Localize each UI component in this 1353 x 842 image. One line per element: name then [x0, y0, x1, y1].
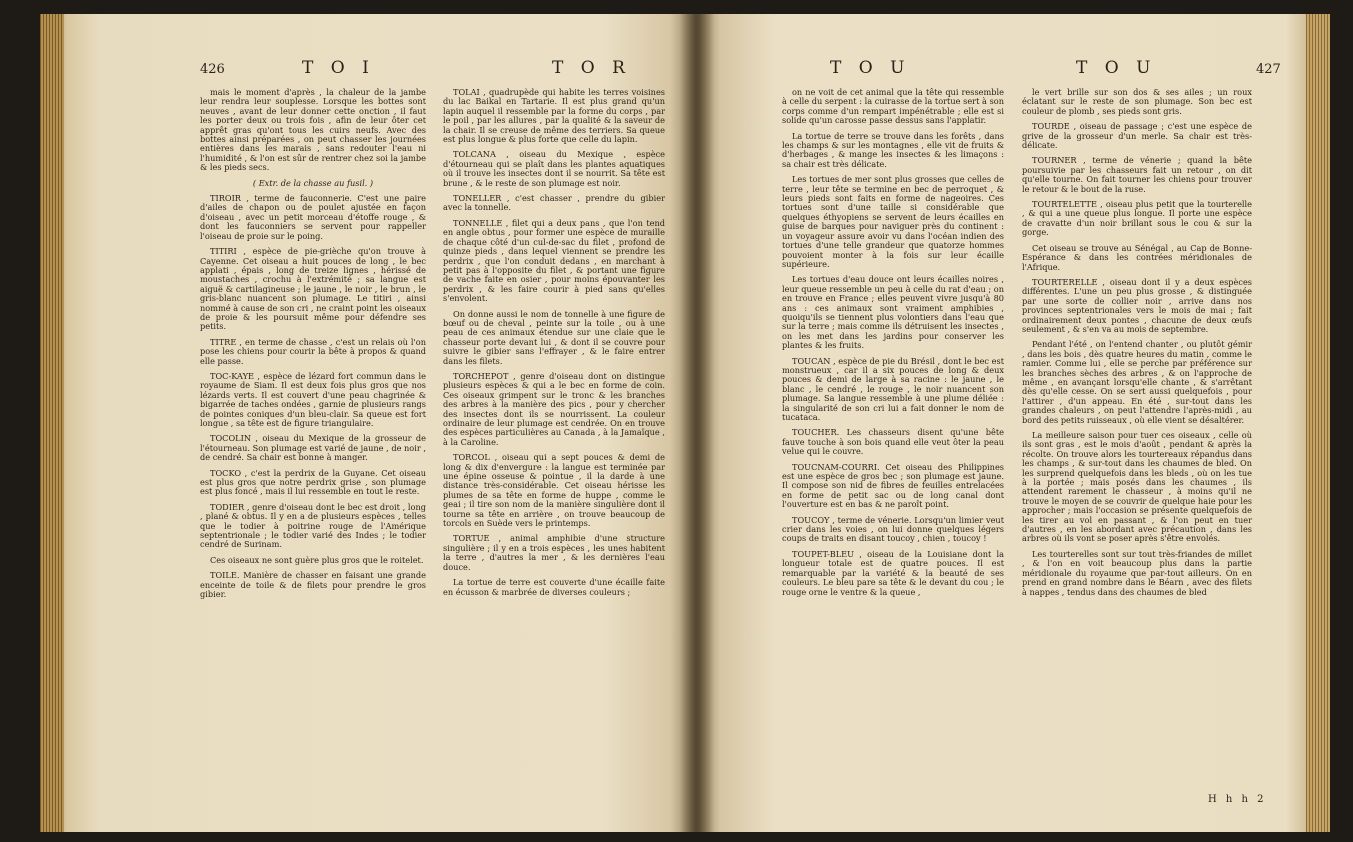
paragraph: Ces oiseaux ne sont guère plus gros que le roitelet. — [210, 554, 424, 565]
paragraph: La meilleure saison pour tuer ces oiseaux , celle où ils sont gras , est le mois d'août , pendant & après la récolte. On trouve alors les tourtereaux répandus dans les champs , & sur-tout dans les chaumes de bled. On les surprend quelquefois dans les bleds , où on les tue à la portée ; mais posés dans les chaumes , ils attendent rarement le chasseur , à moins qu'il ne trouve le moyen de se couvrir de quelque haie pour les approcher ; mais l'occasion se présente quelquefois de les tirer au vol en passant , & l'on peut en tuer d'autres , en les abordant avec précaution , dans les arbres où ils vont se poser après s'être envolés. — [1022, 430, 1252, 544]
paragraph: on ne voit de cet animal que la tête qui ressemble à celle du serpent : la cuirasse de la tortue sert à son corps comme d'un rempart impénétrable ; elle est si solide qu'un carosse passe dessus sans l'applatir. — [782, 87, 1004, 126]
paragraph: Les tourterelles sont sur tout très-friandes de millet , & l'on en voit beaucoup plus dans la partie méridionale du royaume que par-tout ailleurs. On en prend en grand nombre dans le Béarn , avec des filets à nappes , tendus dans des chaumes de bled — [1022, 548, 1252, 597]
entry-tourterelle: TOURTERELLE , oiseau dont il y a deux espèces différentes. L'une un peu plus grosse , & distinguée par une sorte de collier noir , arrive dans nos provinces septentrionales vers le mois de mai ; fait ordinairement deux pontes , chacune de deux œufs seulement , & s'en va au mois de septembre. — [1022, 276, 1252, 334]
entry-todier: TODIER , genre d'oiseau dont le bec est droit , long , plané & obtus. Il y en a de plusieurs espèces , telles que le todier à poitrine rouge de l'Amérique septentrionale ; le todier varié des Indes ; le todier cendré de Surinam. — [200, 501, 426, 550]
entry-tourner: TOURNER , terme de vénerie ; quand la bête poursuivie par les chasseurs fait un retour , on dit qu'elle tourne. On fait tourner les chiens pour trouver le retour & le bout de la ruse. — [1022, 155, 1252, 194]
open-book — [40, 14, 1330, 832]
right-page — [696, 14, 1330, 832]
left-page-column-1 — [200, 88, 426, 606]
entry-toucnam-courri: TOUCNAM-COURRI. Cet oiseau des Philippines est une espèce de gros bec ; son plumage est jaune. Il compose son nid de fibres de feuilles entrelacées en forme de petit sac ou de long canal dont l'ouverture est en bas & ne paroît point. — [782, 461, 1004, 510]
entry-titiri: TITIRI , espèce de pie-grièche qu'on trouve à Cayenne. Cet oiseau a huit pouces de long , le bec applati , épais , long de treize lignes , hérissé de moustaches , crochu à l'extrémité ; sa langue est aiguë & cartilagineuse ; le jaune , le noir , le brun , le gris-blanc nuancent son plumage. Le titiri , ainsi nommé à cause de son cri , ne craint point les oiseaux de proie & les poursuit même pour défendre ses petits. — [200, 246, 426, 332]
left-page-edges — [40, 14, 64, 832]
right-page-edges — [1306, 14, 1330, 832]
right-page-column-1 — [782, 88, 1004, 603]
left-page — [40, 14, 696, 832]
paragraph: On donne aussi le nom de tonnelle à une figure de bœuf ou de cheval , peinte sur la toile , ou à une peau de ces animaux étendue sur une claie que le chasseur porte devant lui , & dont il se couvre pour suivre le gibier sans l'effrayer , & le faire entrer dans les filets. — [443, 308, 665, 366]
paragraph: Cet oiseau se trouve au Sénégal , au Cap de Bonne-Espérance & dans les contrées méridionales de l'Afrique. — [1022, 242, 1252, 272]
entry-tolai: TOLAI , quadrupède qui habite les terres voisines du lac Baikal en Tartarie. Il est plus grand qu'un lapin auquel il ressemble par la forme du corps , par le poil , par les allures , par la qualité & la saveur de la chair. Il se creuse de même des terriers. Sa queue est plus longue & plus forte que celle du lapin. — [443, 87, 665, 145]
entry-toneller: TONELLER , c'est chasser , prendre du gibier avec la tonnelle. — [443, 193, 665, 213]
right-page-column-2 — [1022, 88, 1252, 603]
paragraph: Les tortues de mer sont plus grosses que celles de terre , leur tête se termine en bec de perroquet , & leurs pieds sont faits en forme de nageoires. Ces tortues sont d'une taille si considérable que quelques éthyopiens se servent de leurs écailles en guise de barques pour naviguer près du continent : un voyageur assure avoir vu dans l'océan indien des tortues d'une telle grandeur que quatorze hommes pouvoient monter à la fois sur leur écaille supérieure. — [782, 174, 1004, 269]
entry-tocolin: TOCOLIN , oiseau du Mexique de la grosseur de l'étourneau. Son plumage est varié de jaune , de noir , de cendré. Sa chair est bonne à manger. — [200, 433, 426, 463]
entry-tiroir: TIROIR , terme de fauconnerie. C'est une paire d'ailes de chapon ou de poulet ajustée en façon d'oiseau , avec un petit morceau d'étoffe rouge , & dont les fauconniers se servent pour rappeller l'oiseau de proie sur le poing. — [200, 193, 426, 241]
entry-toucan: TOUCAN , espèce de pie du Brésil , dont le bec est monstrueux , car il a six pouces de long & deux pouces & demi de large à sa racine : le jaune , le blanc , le cendré , le rouge , le noir nuancent son plumage. Sa langue ressemble à une plume déliée : la singularité de son cri lui a fait donner le nom de tucataca. — [782, 355, 1004, 422]
paragraph: La tortue de terre se trouve dans les forêts , dans les champs & sur les montagnes , elle vit de fruits & d'herbages , & mange les insectes & les limaçons : sa chair est très délicate. — [782, 130, 1004, 169]
running-head-right: T O R — [552, 58, 631, 78]
running-head-left: T O I — [302, 58, 375, 78]
signature-mark: H h h 2 — [1208, 794, 1267, 805]
entry-titre: TITRE , en terme de chasse , c'est un relais où l'on pose les chiens pour courir la bête à propos & quand elle passe. — [200, 336, 426, 366]
paragraph: Les tortues d'eau douce ont leurs écailles noires , leur queue ressemble un peu à celle du rat d'eau ; on en trouve en France ; elles peuvent vivre jusqu'à 80 ans : ces animaux sont vraiment amphibies , quoiqu'ils se tiennent plus volontiers dans l'eau que sur la terre ; mais comme ils détruisent les insectes , on les met dans les jardins pour conserver les plantes & les fruits. — [782, 274, 1004, 351]
entry-toucoy: TOUCOY , terme de vénerie. Lorsqu'un limier veut crier dans les voies , on lui donne quelques légers coups de traits en disant toucoy , chien , toucoy ! — [782, 514, 1004, 544]
entry-toile: TOILE. Manière de chasser en faisant une grande enceinte de toile & de filets pour prendre le gros gibier. — [200, 570, 426, 600]
book-gutter — [680, 14, 714, 832]
entry-toc-kaye: TOC-KAYE , espèce de lézard fort commun dans le royaume de Siam. Il est deux fois plus gros que nos lézards verts. Il est couvert d'une peau chagrinée & bigarrée de taches ondées , garnie de plusieurs rangs de pointes coniques d'un bleu-clair. Sa queue est fort longue , sa tête est de figure triangulaire. — [200, 370, 426, 428]
paragraph: La tortue de terre est couverte d'une écaille faite en écusson & marbrée de diverses couleurs ; — [443, 577, 665, 597]
entry-torchepot: TORCHEPOT , genre d'oiseau dont on distingue plusieurs espèces & qui a le bec en forme de coin. Ces oiseaux grimpent sur le tronc & les branches des arbres à la manière des pics , pour y chercher des insectes dont ils se nourrissent. La couleur ordinaire de leur plumage est cendrée. On en trouve des espèces particulières au Canada , à la Jamaïque , à la Caroline. — [443, 370, 665, 447]
entry-tourtelette: TOURTELETTE , oiseau plus petit que la tourterelle , & qui a une queue plus longue. Il porte une espèce de cravatte d'un noir brillant sous le cou & sur la gorge. — [1022, 199, 1252, 238]
running-head-left: T O U — [830, 58, 911, 78]
paragraph: Pendant l'été , on l'entend chanter , ou plutôt gémir , dans les bois , dès quatre heures du matin , comme le ramier. Comme lui , elle se perche par préférence sur les branches sèches des arbres , & on l'approche de même , en avançant lorsqu'elle chante , & s'arrêtant dès qu'elle cesse. On se sert aussi quelquefois , pour l'attirer , d'un appeau. En été , sur-tout dans les grandes chaleurs , on peut l'attendre l'après-midi , au bord des petits ruisseaux , où elle vient se désaltérer. — [1022, 339, 1252, 425]
source-citation: ( Extr. de la chasse au fusil. ) — [252, 177, 374, 188]
running-head-right: T O U — [1076, 58, 1157, 78]
entry-tolcana: TOLCANA , oiseau du Mexique , espèce d'étourneau qui se plaît dans les plantes aquatiques où il trouve les insectes dont il se nourrit. Sa tête est brune , & le reste de son plumage est noir. — [443, 149, 665, 188]
paragraph: mais le moment d'après , la chaleur de la jambe leur rendra leur souplesse. Lorsque les bottes sont neuves , avant de leur donner cette onction , il faut les porter deux ou trois fois , afin de leur ôter cet apprêt gras qu'ont tous les cuirs neufs. Avec des bottes ainsi préparées , on peut chasser les journées entières dans les marais , sans redouter l'eau ni l'humidité , & l'on est sûr de rentrer chez soi la jambe & les pieds secs. — [200, 87, 426, 173]
entry-torcol: TORCOL , oiseau qui a sept pouces & demi de long & dix d'envergure : la langue est terminée par une épine osseuse & pointue , il la darde à une distance très-considérable. Cet oiseau hérisse les plumes de sa tête en forme de huppe , comme le geai ; il tire son nom de la manière singulière dont il tourne sa tête en arrière , on trouve beaucoup de torcols en Suède vers le printemps. — [443, 452, 665, 529]
page-number-right: 427 — [1256, 62, 1281, 77]
entry-tonnelle: TONNELLE , filet qui a deux pans , que l'on tend en angle obtus , pour former une espèce de muraille de chaque côté d'un cul-de-sac du filet , profond de quinze pieds , dans lequel viennent se prendre les perdrix , que l'on conduit dedans , en marchant à petit pas à l'opposite du filet , & portant une figure de vache faite en osier , pour moins épouvanter les perdrix , & les faire courir à pied sans qu'elles s'envolent. — [443, 217, 665, 304]
paragraph: le vert brille sur son dos & ses ailes ; un roux éclatant sur le reste de son plumage. Son bec est couleur de plomb , ses pieds sont gris. — [1022, 87, 1252, 116]
entry-toucher: TOUCHER. Les chasseurs disent qu'une bête fauve touche à son bois quand elle veut ôter la peau velue qui le couvre. — [782, 427, 1004, 457]
left-page-column-2 — [443, 88, 665, 603]
entry-tocko: TOCKO , c'est la perdrix de la Guyane. Cet oiseau est plus gros que notre perdrix grise , son plumage est plus foncé , mais il lui ressemble en tout le reste. — [200, 467, 426, 497]
page-number-left: 426 — [200, 62, 225, 77]
entry-tourde: TOURDE , oiseau de passage ; c'est une espèce de grive de la grosseur d'un merle. Sa chair est très-délicate. — [1022, 121, 1252, 151]
entry-tortue: TORTUE , animal amphibie d'une structure singulière ; il y en a trois espèces , les unes habitent la terre , d'autres la mer , & les dernières l'eau douce. — [443, 533, 665, 572]
entry-toupet-bleu: TOUPET-BLEU , oiseau de la Louisiane dont la longueur totale est de quatre pouces. Il est remarquable par la variété & la beauté de ses couleurs. Le bleu pare sa tête & le devant du cou ; le rouge orne le ventre & la queue , — [782, 548, 1004, 597]
